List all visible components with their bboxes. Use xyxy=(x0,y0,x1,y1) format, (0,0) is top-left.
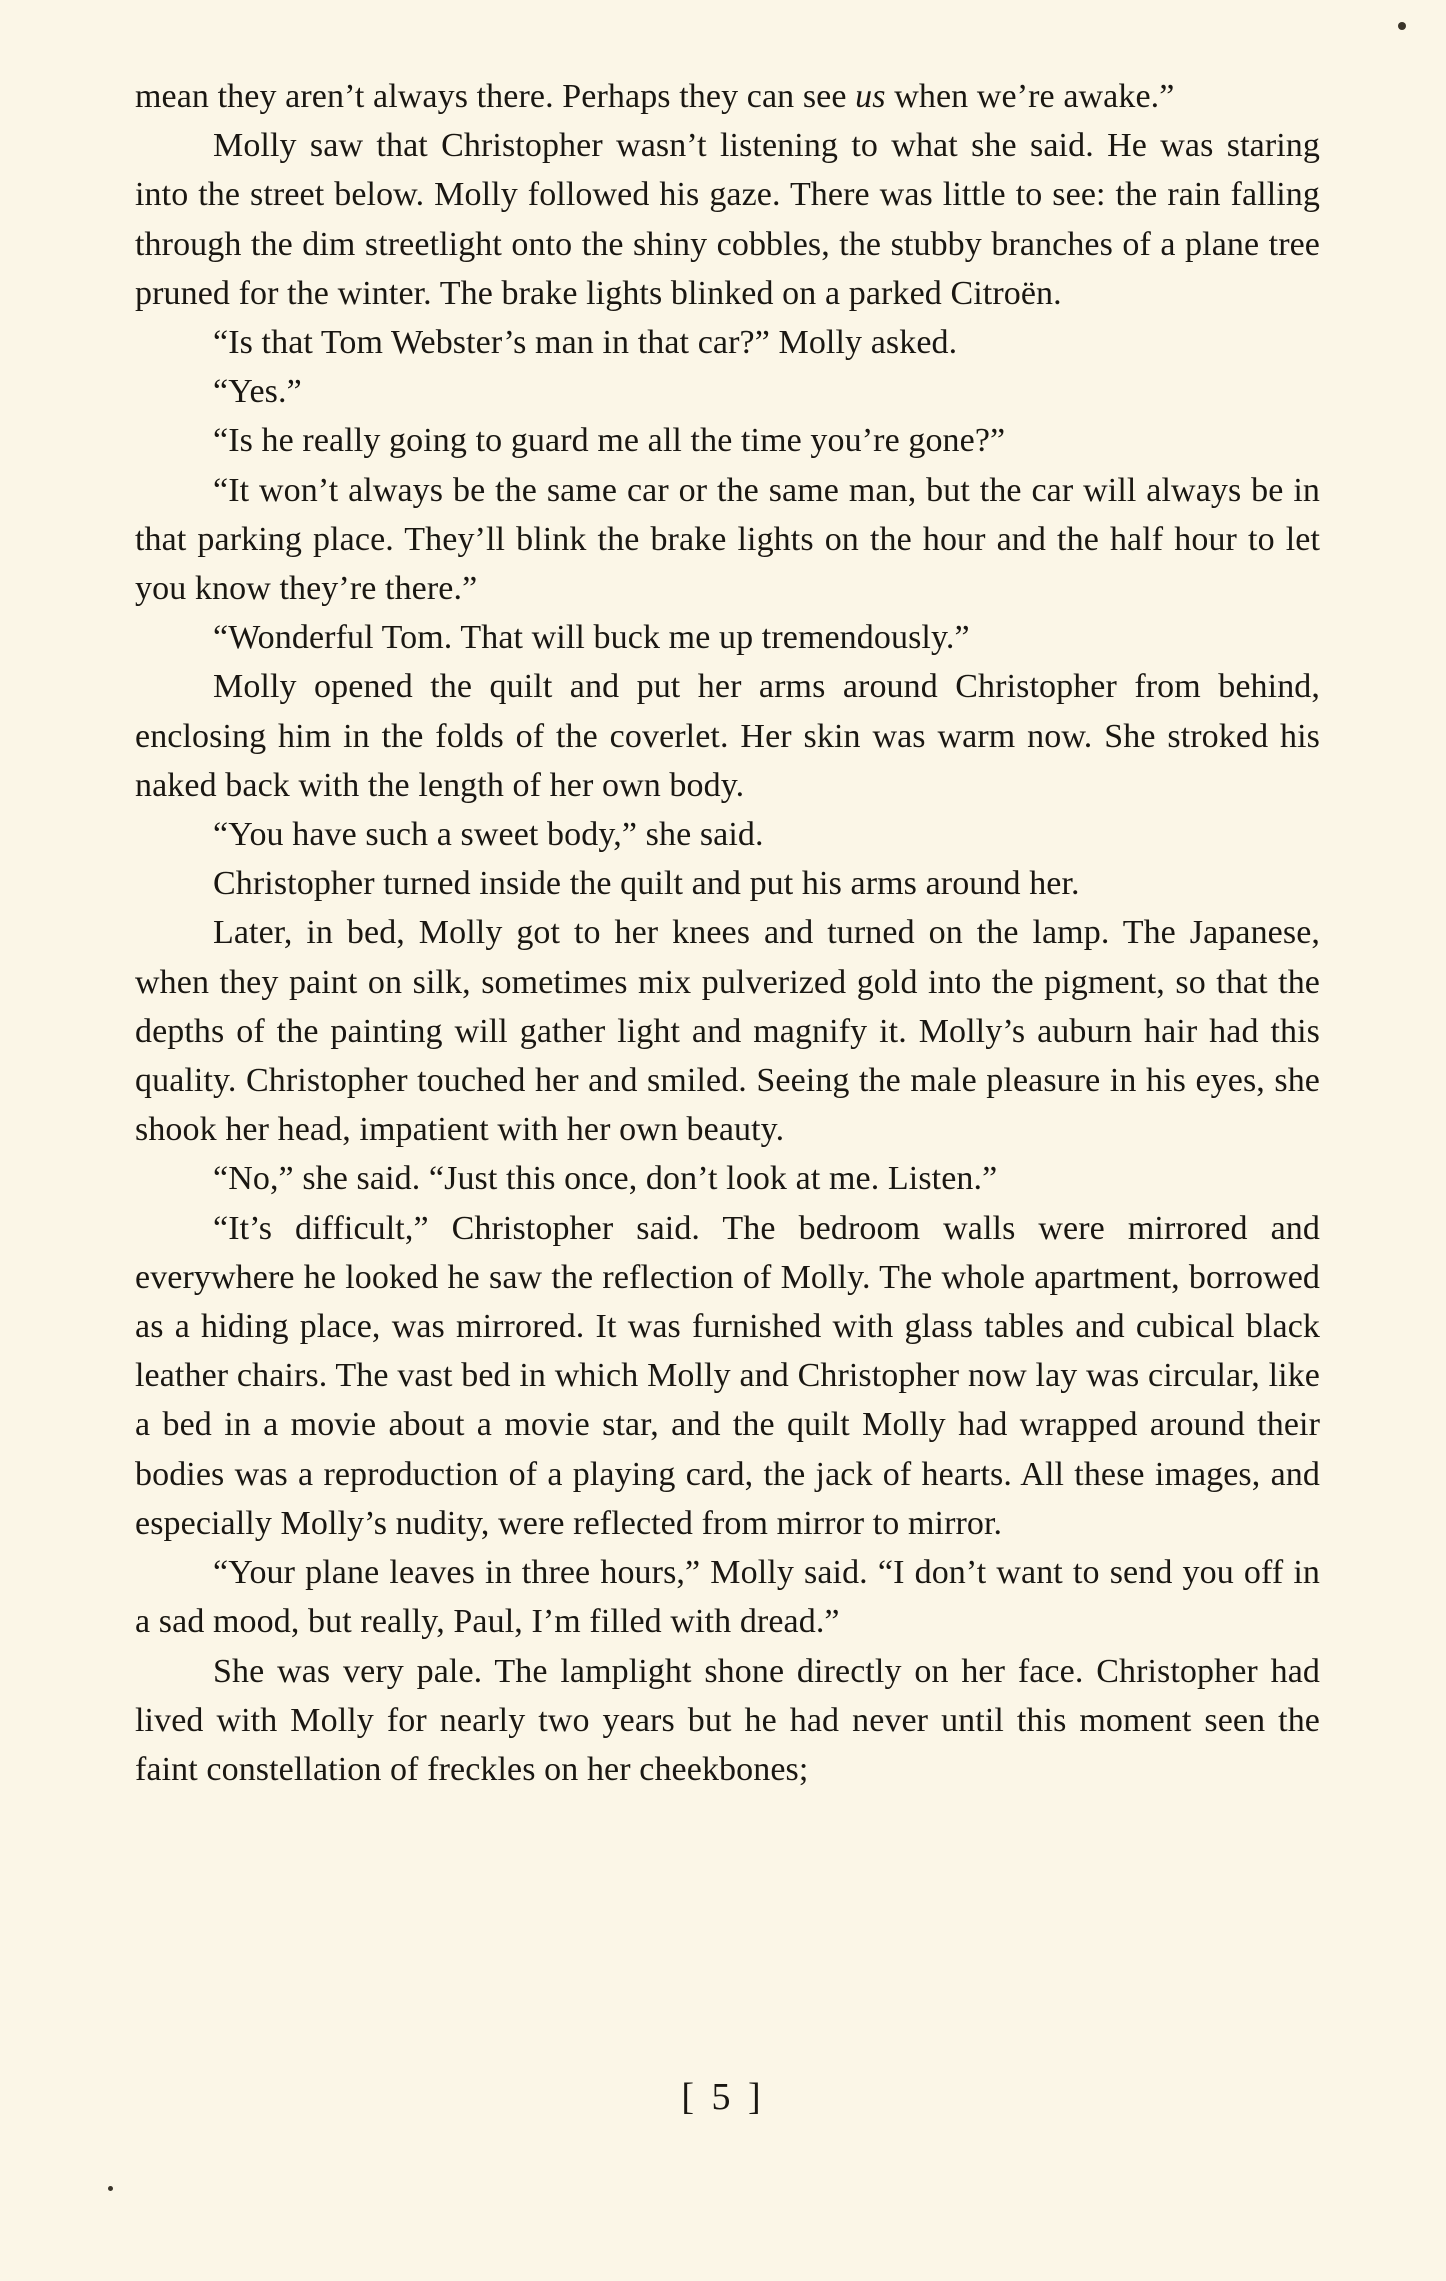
paragraph: “It won’t always be the same car or the same man, but the car will always be in that parking place. They’ll blink the brake lights on the hour and the half hour to let you know they’re there.” xyxy=(135,471,1320,608)
page-number: [ 5 ] xyxy=(681,2076,765,2118)
paragraph: “Is that Tom Webster’s man in that car?” Molly asked. xyxy=(213,324,958,362)
paragraph: “Yes.” xyxy=(213,373,302,411)
paragraph: Later, in bed, Molly got to her knees and turned on the lamp. The Japanese, when they paint on silk, sometimes mix pulverized gold into the pigment, so that the depths of the painting will gather light and magnify it. Molly’s auburn hair had this quality. Christopher touched her and smiled. Seeing the male pleasure in his eyes, she shook her head, impatient with her own beauty. xyxy=(135,914,1320,1149)
emphasis: us xyxy=(855,78,886,115)
paragraph: “Wonderful Tom. That will buck me up tremendously.” xyxy=(213,619,970,657)
paragraph: “It’s difficult,” Christopher said. The bedroom walls were mirrored and everywhere he looked he saw the reflection of Molly. The whole apartment, borrowed as a hiding place, was mirrored. It was furnished with glass tables and cubical black leather chairs. The vast bed in which Molly and Christopher now lay was circular, like a bed in a movie about a movie star, and the quilt Molly had wrapped around their bodies was a reproduction of a playing card, the jack of hearts. All these images, and especially Molly’s nudity, were reflected from mirror to mirror. xyxy=(135,1209,1320,1542)
paper-speck xyxy=(1398,22,1406,30)
paragraph: Christopher turned inside the quilt and put his arms around her. xyxy=(213,865,1080,903)
paragraph: “You have such a sweet body,” she said. xyxy=(213,816,764,854)
paragraph: She was very pale. The lamplight shone directly on her face. Christopher had lived with Molly for nearly two years but he had never until this moment seen the faint constellation of freckles on her cheekbones; xyxy=(135,1652,1320,1788)
paragraph: “Is he really going to guard me all the time you’re gone?” xyxy=(213,422,1006,460)
paragraph: Molly saw that Christopher wasn’t listening to what she said. He was staring into the street below. Molly followed his gaze. There was little to see: the rain falling through the dim streetlight onto the shiny cobbles, the stubby branches of a plane tree pruned for the winter. The brake lights blinked on a parked Citroën. xyxy=(135,127,1320,312)
paragraph: mean they aren’t always there. Perhaps they can see us when we’re awake.” xyxy=(135,78,1175,115)
paragraph: “Your plane leaves in three hours,” Molly said. “I don’t want to send you off in a sad mood, but really, Paul, I’m filled with dread.” xyxy=(135,1554,1320,1641)
paragraph: Molly opened the quilt and put her arms around Christopher from behind, enclosing him in the folds of the coverlet. Her skin was warm now. She stroked his naked back with the length of her own body. xyxy=(135,668,1320,804)
paragraph: “No,” she said. “Just this once, don’t look at me. Listen.” xyxy=(213,1160,998,1198)
body-text xyxy=(135,72,1320,1794)
paper-speck xyxy=(108,2186,113,2191)
